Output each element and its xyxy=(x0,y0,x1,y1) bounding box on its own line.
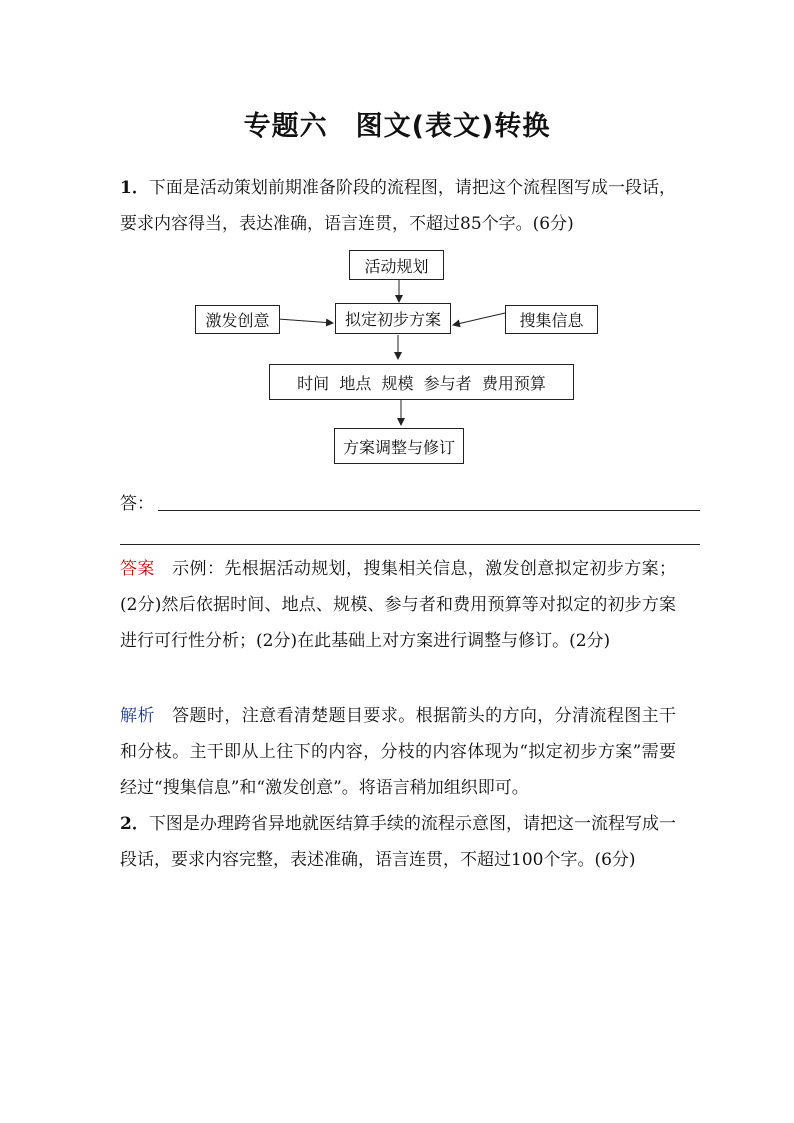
flow-box-activity-plan: 活动规划 xyxy=(349,250,444,280)
title-part1: 专题六 xyxy=(243,111,328,142)
answer-label: 答案 xyxy=(120,559,155,579)
separator-line xyxy=(120,544,700,545)
page-title xyxy=(0,104,794,143)
explanation-section xyxy=(120,698,676,806)
question-2 xyxy=(120,806,676,878)
answer-underline xyxy=(158,510,700,511)
question-2-number: 2． xyxy=(120,814,149,834)
flow-box-collect-info: 搜集信息 xyxy=(505,305,598,334)
question-1-text: 下面是活动策划前期准备阶段的流程图，请把这个流程图写成一段话，要求内容得当，表达准确，语言连贯，不超过85个字。(6分) xyxy=(120,178,676,234)
answer-section xyxy=(120,551,676,659)
question-1 xyxy=(120,170,676,242)
flowchart xyxy=(190,246,610,468)
arrow-info-to-draft xyxy=(453,313,505,325)
title-part2: 图文(表文)转换 xyxy=(355,111,551,142)
answer-text: 示例：先根据活动规划，搜集相关信息，激发创意拟定初步方案；(2分)然后依据时间、地点、规模、参与者和费用预算等对拟定的初步方案进行可行性分析；(2分)在此基础上对方案进行调整与修订。(2分) xyxy=(120,559,677,651)
flow-box-creativity: 激发创意 xyxy=(195,305,280,334)
question-1-number: 1． xyxy=(120,178,149,198)
answer-field[interactable] xyxy=(120,489,700,513)
flow-box-revision: 方案调整与修订 xyxy=(334,428,464,464)
explanation-label: 解析 xyxy=(120,706,155,726)
answer-field-label: 答： xyxy=(120,494,154,514)
flow-box-draft-plan: 拟定初步方案 xyxy=(335,303,451,334)
flow-box-details: 时间 地点 规模 参与者 费用预算 xyxy=(269,364,574,400)
explanation-text: 答题时，注意看清楚题目要求。根据箭头的方向，分清流程图主干和分枝。主干即从上往下的内容，分枝的内容体现为“拟定初步方案”需要经过“搜集信息”和“激发创意”。将语言稍加组织即可。 xyxy=(120,706,677,798)
question-2-text: 下图是办理跨省异地就医结算手续的流程示意图，请把这一流程写成一段话，要求内容完整，表述准确，语言连贯，不超过100个字。(6分) xyxy=(120,814,676,870)
arrow-creativity-to-draft xyxy=(278,319,333,323)
